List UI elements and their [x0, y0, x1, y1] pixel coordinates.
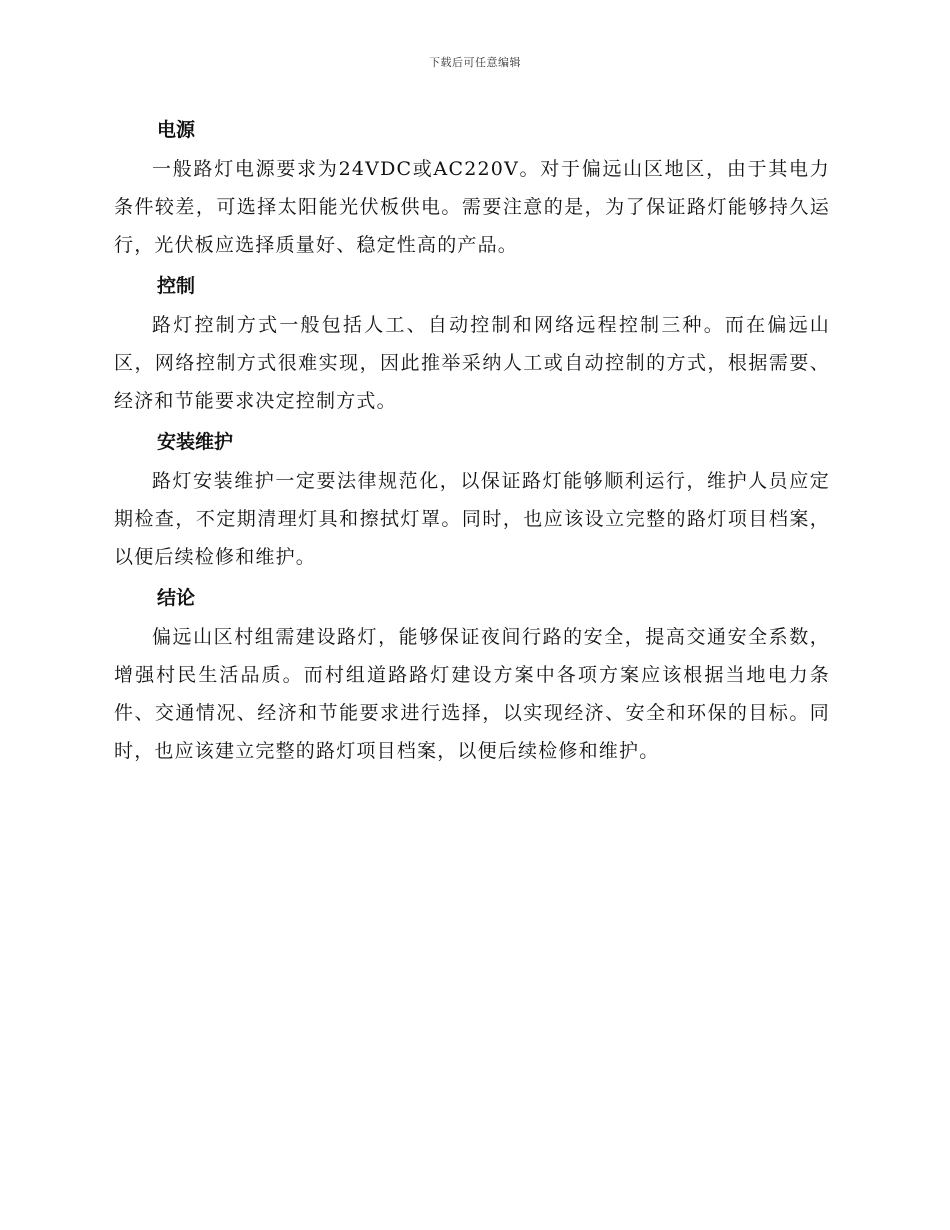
- section-paragraph: 偏远山区村组需建设路灯，能够保证夜间行路的安全，提高交通安全系数，增强村民生活品质。而村组道路路灯建设方案中各项方案应该根据当地电力条件、交通情况、经济和节能要求进行选择，以实现经济、安全和环保的目标。同时，也应该建立完整的路灯项目档案，以便后续检修和维护。: [114, 626, 830, 762]
- section-heading: 结论: [157, 587, 196, 609]
- section-paragraph: 路灯安装维护一定要法律规范化，以保证路灯能够顺利运行，维护人员应定期检查，不定期清理灯具和擦拭灯罩。同时，也应该设立完整的路灯项目档案，以便后续检修和维护。: [114, 470, 830, 568]
- section-heading: 安装维护: [157, 431, 234, 453]
- section-installation-maintenance: [114, 422, 830, 576]
- section-paragraph: 一般路灯电源要求为24VDC或AC220V。对于偏远山区地区，由于其电力条件较差，可选择太阳能光伏板供电。需要注意的是，为了保证路灯能够持久运行，光伏板应选择质量好、稳定性高的产品。: [114, 158, 830, 256]
- document-body: [114, 110, 830, 772]
- section-heading: 控制: [157, 275, 196, 297]
- section-power: [114, 110, 830, 264]
- section-heading: 电源: [157, 119, 196, 141]
- section-paragraph: 路灯控制方式一般包括人工、自动控制和网络远程控制三种。而在偏远山区，网络控制方式很难实现，因此推举采纳人工或自动控制的方式，根据需要、经济和节能要求决定控制方式。: [114, 314, 830, 412]
- section-conclusion: [114, 578, 830, 770]
- section-control: [114, 266, 830, 420]
- page-header: 下载后可任意编辑: [429, 56, 521, 69]
